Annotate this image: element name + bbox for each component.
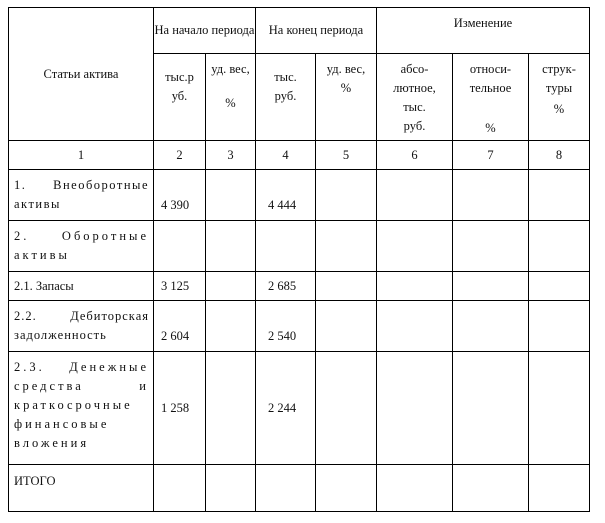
- row-label-cash: 2.3. Денежные средства и краткосрочные финансовые вложения: [9, 352, 154, 465]
- start-value: 3 125: [154, 272, 206, 301]
- sub-struct-text: струк-туры: [542, 62, 576, 95]
- table-row: [9, 301, 590, 352]
- empty-cell: [453, 221, 529, 272]
- sub-end-share: [316, 54, 377, 141]
- start-value: 1 258: [154, 352, 206, 465]
- empty-cell: [377, 221, 453, 272]
- empty-cell: [453, 272, 529, 301]
- empty-cell: [377, 272, 453, 301]
- row-label-noncurrent-assets: 1. Внеоборотные активы: [9, 170, 154, 221]
- empty-cell: [453, 170, 529, 221]
- sub-struct: [529, 54, 590, 141]
- empty-cell: [206, 272, 256, 301]
- col-number: 1: [9, 141, 154, 170]
- table-row: [9, 170, 590, 221]
- sub-rel: [453, 54, 529, 141]
- empty-cell: [154, 465, 206, 512]
- header-items: Статьи актива: [9, 8, 154, 141]
- sub-end-share-text: уд. вес,: [326, 62, 366, 76]
- empty-cell: [256, 221, 316, 272]
- empty-cell: [206, 301, 256, 352]
- col-number: 4: [256, 141, 316, 170]
- col-number: 8: [529, 141, 590, 170]
- sub-end-thousand: тыс. руб.: [256, 54, 316, 141]
- table-row-total: [9, 465, 590, 512]
- empty-cell: [377, 465, 453, 512]
- empty-cell: [206, 170, 256, 221]
- col-number: 7: [453, 141, 529, 170]
- header-change-text: Изменение: [453, 16, 513, 30]
- empty-cell: [529, 301, 590, 352]
- col-number: 6: [377, 141, 453, 170]
- asset-analysis-table: [8, 7, 590, 512]
- empty-cell: [206, 352, 256, 465]
- column-number-row: [9, 141, 590, 170]
- empty-cell: [316, 221, 377, 272]
- empty-cell: [377, 170, 453, 221]
- empty-cell: [377, 352, 453, 465]
- sub-start-thousand: тыс.р уб.: [154, 54, 206, 141]
- end-value: 2 685: [256, 272, 316, 301]
- row-label-total: ИТОГО: [9, 465, 154, 512]
- sub-abs: абсо-лютное, тыс. руб.: [377, 54, 453, 141]
- empty-cell: [529, 272, 590, 301]
- row-label-current-assets: 2. Оборотные активы: [9, 221, 154, 272]
- empty-cell: [529, 221, 590, 272]
- table-row: [9, 272, 590, 301]
- start-value: 2 604: [154, 301, 206, 352]
- empty-cell: [453, 465, 529, 512]
- header-row-1: [9, 8, 590, 54]
- row-label-receivables: 2.2. Дебиторская задолженность: [9, 301, 154, 352]
- empty-cell: [154, 221, 206, 272]
- empty-cell: [529, 170, 590, 221]
- sub-start-share: [206, 54, 256, 141]
- col-number: 5: [316, 141, 377, 170]
- table-row: [9, 221, 590, 272]
- empty-cell: [529, 352, 590, 465]
- empty-cell: [206, 465, 256, 512]
- col-number: 3: [206, 141, 256, 170]
- end-value: 2 244: [256, 352, 316, 465]
- row-label-inventory: 2.1. Запасы: [9, 272, 154, 301]
- empty-cell: [316, 272, 377, 301]
- sub-struct-unit: %: [553, 102, 565, 116]
- empty-cell: [529, 465, 590, 512]
- empty-cell: [206, 221, 256, 272]
- empty-cell: [377, 301, 453, 352]
- start-value: 4 390: [154, 170, 206, 221]
- sub-end-share-unit: %: [340, 81, 352, 95]
- end-value: 2 540: [256, 301, 316, 352]
- empty-cell: [316, 170, 377, 221]
- empty-cell: [316, 465, 377, 512]
- sub-rel-text: относи-тельное: [469, 62, 512, 95]
- header-change: [377, 8, 590, 54]
- sub-start-share-text: уд. вес,: [211, 62, 250, 76]
- empty-cell: [453, 301, 529, 352]
- header-end-period: На конец периода: [256, 8, 377, 54]
- empty-cell: [316, 352, 377, 465]
- sub-rel-unit: %: [485, 121, 496, 135]
- end-value: 4 444: [256, 170, 316, 221]
- empty-cell: [316, 301, 377, 352]
- sub-start-share-unit: %: [225, 96, 236, 110]
- empty-cell: [256, 465, 316, 512]
- col-number: 2: [154, 141, 206, 170]
- header-start-period: На начало периода: [154, 8, 256, 54]
- table-row: [9, 352, 590, 465]
- empty-cell: [453, 352, 529, 465]
